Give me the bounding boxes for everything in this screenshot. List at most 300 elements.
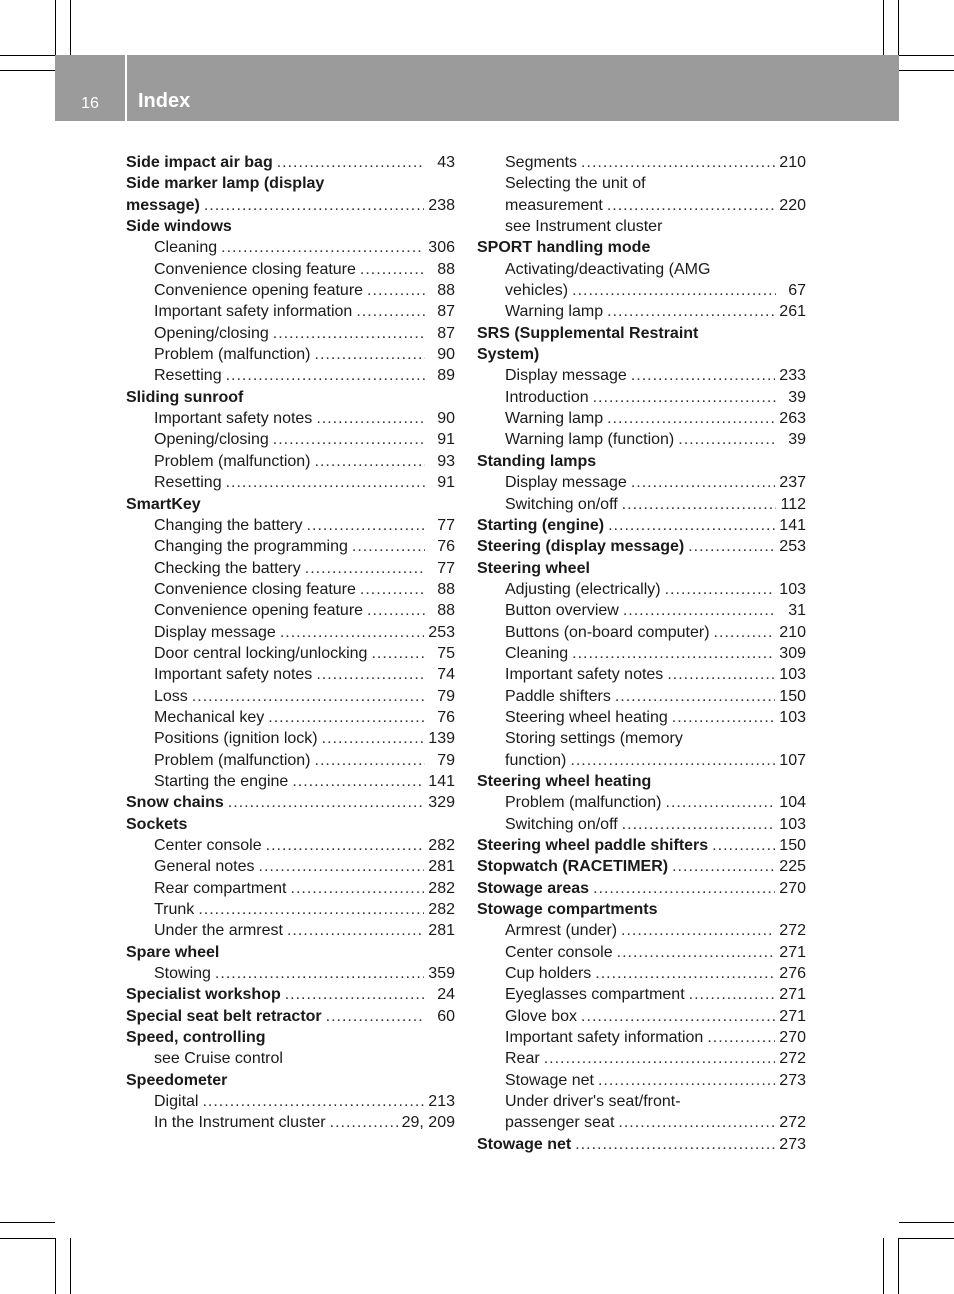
entry-text: see Cruise control	[154, 1050, 283, 1068]
entry-text: Cleaning	[154, 239, 218, 257]
dot-leader	[615, 686, 775, 707]
entry-page: 238	[428, 196, 455, 214]
dot-leader	[291, 878, 425, 899]
index-entry	[477, 515, 806, 536]
entry-text: Convenience opening feature	[154, 602, 364, 620]
entry-text: SPORT handling mode	[477, 239, 651, 257]
index-subentry	[477, 728, 806, 749]
index-subentry	[477, 686, 806, 707]
dot-leader	[666, 792, 776, 813]
entry-page: 281	[428, 922, 455, 940]
entry-text: Positions (ignition lock)	[154, 730, 318, 748]
entry-text: measurement	[505, 196, 603, 214]
entry-page: 263	[779, 410, 806, 428]
index-subentry	[126, 323, 455, 344]
page-number: 16	[81, 95, 99, 112]
entry-page: 253	[779, 538, 806, 556]
entry-page: 281	[428, 858, 455, 876]
dot-leader	[622, 814, 776, 835]
entry-page: 74	[437, 666, 455, 684]
entry-text: Spare wheel	[126, 943, 220, 961]
entry-text: Steering wheel heating	[477, 772, 652, 790]
index-subentry	[477, 814, 806, 835]
dot-leader	[665, 579, 776, 600]
entry-text: Problem (malfunction)	[154, 452, 311, 470]
entry-text: Steering wheel	[477, 559, 590, 577]
index-subentry	[477, 1091, 806, 1112]
index-subentry	[126, 301, 455, 322]
entry-page: 91	[437, 474, 455, 492]
entry-page: 329	[428, 794, 455, 812]
index-subentry	[126, 600, 455, 621]
entry-text: Problem (malfunction)	[154, 751, 311, 769]
dot-leader	[277, 152, 425, 173]
dot-leader	[581, 1006, 775, 1027]
dot-leader	[621, 920, 775, 941]
index-subentry	[477, 942, 806, 963]
dot-leader	[215, 963, 424, 984]
index-subentry	[126, 280, 455, 301]
crop-mark	[883, 1238, 884, 1294]
entry-text: see Instrument cluster	[505, 218, 663, 236]
entry-text: Stowage areas	[477, 879, 590, 897]
entry-page: 253	[428, 623, 455, 641]
dot-leader	[285, 984, 425, 1005]
entry-text: Steering wheel heating	[505, 708, 668, 726]
dot-leader	[315, 451, 426, 472]
entry-text: Warning lamp	[505, 303, 604, 321]
index-subentry	[477, 387, 806, 408]
index-subentry	[126, 856, 455, 877]
dot-leader	[688, 536, 775, 557]
dot-leader	[330, 1112, 398, 1133]
dot-leader	[622, 494, 776, 515]
entry-page: 75	[437, 644, 455, 662]
dot-leader	[367, 280, 425, 301]
entry-page: 76	[437, 708, 455, 726]
entry-page: 141	[779, 516, 806, 534]
index-subentry	[477, 280, 806, 301]
entry-text: Switching on/off	[505, 815, 618, 833]
entry-page: 24	[437, 986, 455, 1004]
index-entry	[477, 835, 806, 856]
dot-leader	[204, 195, 424, 216]
entry-page: 271	[779, 943, 806, 961]
entry-page: 104	[779, 794, 806, 812]
index-entry	[477, 771, 806, 792]
entry-text: Specialist workshop	[126, 986, 281, 1004]
crop-mark	[899, 1222, 954, 1223]
entry-page: 270	[779, 879, 806, 897]
entry-text: Important safety information	[154, 303, 353, 321]
index-subentry	[477, 408, 806, 429]
entry-text: Side windows	[126, 218, 232, 236]
entry-page: 272	[779, 922, 806, 940]
entry-text: Button overview	[505, 602, 619, 620]
index-subentry	[126, 259, 455, 280]
entry-text: Warning lamp (function)	[505, 431, 675, 449]
entry-page: 112	[780, 495, 806, 513]
entry-text: function)	[505, 751, 567, 769]
entry-page: 359	[428, 965, 455, 983]
crop-mark	[0, 55, 55, 56]
entry-text: Steering (display message)	[477, 538, 685, 556]
entry-text: Display message	[505, 474, 627, 492]
entry-text: Display message	[505, 367, 627, 385]
entry-text: SmartKey	[126, 495, 201, 513]
entry-text: Eyeglasses compartment	[505, 986, 685, 1004]
index-subentry	[477, 1070, 806, 1091]
dot-leader	[607, 195, 775, 216]
entry-text: passenger seat	[505, 1114, 615, 1132]
entry-page: 139	[428, 730, 455, 748]
entry-text: Stowage net	[505, 1071, 594, 1089]
index-subentry	[126, 515, 455, 536]
entry-text: Door central locking/unlocking	[154, 644, 368, 662]
index-entry	[477, 237, 806, 258]
entry-page: 282	[428, 879, 455, 897]
index-subentry	[477, 622, 806, 643]
index-subentry	[477, 920, 806, 941]
entry-page: 282	[428, 901, 455, 919]
entry-page: 88	[437, 580, 455, 598]
index-subentry	[126, 1112, 455, 1133]
index-subentry	[477, 494, 806, 515]
entry-text: Trunk	[154, 901, 195, 919]
index-subentry	[126, 365, 455, 386]
entry-page: 276	[779, 965, 806, 983]
entry-text: Convenience opening feature	[154, 282, 364, 300]
crop-mark	[55, 1238, 56, 1294]
entry-text: Checking the battery	[154, 559, 301, 577]
dot-leader	[280, 622, 424, 643]
index-entry	[126, 173, 455, 194]
index-entry	[477, 323, 806, 344]
entry-page: 89	[437, 367, 455, 385]
entry-page: 233	[779, 367, 806, 385]
crop-mark	[899, 70, 954, 71]
dot-leader	[316, 664, 425, 685]
index-subentry	[126, 1091, 455, 1112]
crop-mark	[70, 0, 71, 55]
entry-page: 90	[437, 346, 455, 364]
index-subentry	[126, 237, 455, 258]
index-subentry	[477, 600, 806, 621]
dot-leader	[689, 984, 776, 1005]
dot-leader	[259, 856, 425, 877]
entry-text: System)	[477, 346, 540, 364]
entry-text: Under the armrest	[154, 922, 283, 940]
index-subentry	[477, 259, 806, 280]
entry-page: 107	[779, 751, 806, 769]
entry-text: Center console	[505, 943, 613, 961]
dot-leader	[292, 771, 424, 792]
dot-leader	[631, 472, 775, 493]
entry-text: Important safety notes	[154, 410, 313, 428]
dot-leader	[228, 792, 425, 813]
entry-page: 88	[437, 260, 455, 278]
entry-text: Convenience closing feature	[154, 260, 356, 278]
crop-mark	[899, 1238, 954, 1239]
index-subentry	[126, 963, 455, 984]
index-subentry	[126, 429, 455, 450]
crop-mark	[899, 55, 954, 56]
entry-text: Glove box	[505, 1007, 578, 1025]
index-subentry	[126, 536, 455, 557]
dot-leader	[544, 1048, 776, 1069]
crop-mark	[70, 1238, 71, 1294]
dot-leader	[617, 942, 776, 963]
entry-page: 306	[428, 239, 455, 257]
index-subentry	[126, 1048, 455, 1069]
dot-leader	[712, 835, 775, 856]
entry-text: Important safety information	[505, 1029, 704, 1047]
entry-text: Changing the programming	[154, 538, 348, 556]
index-subentry	[126, 728, 455, 749]
entry-page: 270	[779, 1029, 806, 1047]
entry-page: 88	[437, 602, 455, 620]
dot-leader	[607, 301, 775, 322]
entry-page: 150	[779, 837, 806, 854]
entry-text: Important safety notes	[154, 666, 313, 684]
entry-page: 210	[779, 623, 806, 641]
entry-text: Rear compartment	[154, 879, 287, 897]
index-subentry	[477, 1112, 806, 1133]
index-subentry	[126, 472, 455, 493]
entry-page: 103	[779, 708, 806, 726]
entry-page: 31	[788, 602, 806, 620]
dot-leader	[273, 429, 425, 450]
entry-text: Cup holders	[505, 965, 592, 983]
dot-leader	[273, 323, 425, 344]
dot-leader	[315, 750, 426, 771]
entry-page: 90	[437, 410, 455, 428]
dot-leader	[595, 963, 775, 984]
dot-leader	[678, 429, 776, 450]
entry-page: 77	[437, 516, 455, 534]
dot-leader	[367, 600, 425, 621]
index-subentry	[477, 963, 806, 984]
dot-leader	[593, 878, 775, 899]
entry-text: Selecting the unit of	[505, 175, 646, 193]
crop-mark	[883, 0, 884, 55]
entry-text: Starting (engine)	[477, 516, 605, 534]
entry-page: 67	[788, 282, 806, 300]
dot-leader	[608, 515, 775, 536]
entry-text: Stowage compartments	[477, 901, 658, 919]
index-entry	[126, 984, 455, 1005]
entry-text: Activating/deactivating (AMG	[505, 260, 711, 278]
index-subentry	[477, 792, 806, 813]
index-subentry	[126, 579, 455, 600]
index-subentry	[477, 429, 806, 450]
entry-page: 87	[437, 324, 455, 342]
crop-mark	[0, 70, 55, 71]
index-subentry	[126, 643, 455, 664]
entry-text: Switching on/off	[505, 495, 618, 513]
index-entry	[126, 1027, 455, 1048]
index-subentry	[126, 920, 455, 941]
entry-text: Cleaning	[505, 644, 569, 662]
dot-leader	[221, 237, 424, 258]
index-entry	[477, 1134, 806, 1155]
entry-text: Changing the battery	[154, 516, 303, 534]
entry-text: Resetting	[154, 474, 222, 492]
entry-text: Display message	[154, 623, 276, 641]
dot-leader	[226, 472, 425, 493]
entry-text: Digital	[154, 1093, 199, 1111]
entry-text: Armrest (under)	[505, 922, 618, 940]
entry-text: Loss	[154, 687, 188, 705]
entry-text: Stowing	[154, 965, 211, 983]
dot-leader	[326, 1006, 425, 1027]
entry-text: Paddle shifters	[505, 687, 611, 705]
index-subentry	[477, 365, 806, 386]
dot-leader	[618, 1112, 775, 1133]
entry-page: 141	[428, 772, 455, 790]
entry-page: 150	[779, 687, 806, 705]
index-entry	[126, 195, 455, 216]
entry-text: Opening/closing	[154, 431, 269, 449]
entry-text: Standing lamps	[477, 452, 597, 470]
dot-leader	[192, 686, 425, 707]
entry-page: 273	[779, 1135, 806, 1153]
index-subentry	[126, 408, 455, 429]
entry-text: Convenience closing feature	[154, 580, 356, 598]
index-subentry	[477, 984, 806, 1005]
index-entry	[477, 344, 806, 365]
entry-page: 271	[779, 1007, 806, 1025]
entry-text: Problem (malfunction)	[154, 346, 311, 364]
crop-mark	[55, 0, 56, 55]
entry-page: 237	[779, 474, 806, 492]
index-subentry	[477, 707, 806, 728]
index-subentry	[126, 451, 455, 472]
dot-leader	[360, 259, 425, 280]
index-entry	[126, 216, 455, 237]
dot-leader	[598, 1070, 775, 1091]
index-subentry	[477, 173, 806, 194]
entry-text: Resetting	[154, 367, 222, 385]
entry-text: Special seat belt retractor	[126, 1007, 322, 1025]
crop-mark	[0, 1222, 55, 1223]
entry-page: 39	[788, 388, 806, 406]
entry-page: 220	[779, 196, 806, 214]
entry-text: Problem (malfunction)	[505, 794, 662, 812]
entry-page: 103	[779, 580, 806, 598]
index-subentry	[126, 750, 455, 771]
dot-leader	[360, 579, 425, 600]
entry-page: 79	[437, 687, 455, 705]
entry-text: Snow chains	[126, 794, 224, 812]
dot-leader	[714, 622, 776, 643]
entry-page: 91	[437, 431, 455, 449]
dot-leader	[287, 920, 424, 941]
entry-page: 261	[779, 303, 806, 321]
crop-mark	[898, 0, 899, 55]
dot-leader	[371, 643, 425, 664]
entry-text: Speedometer	[126, 1071, 228, 1089]
index-subentry	[477, 152, 806, 173]
dot-leader	[631, 365, 775, 386]
entry-page: 39	[788, 431, 806, 449]
dot-leader	[268, 707, 425, 728]
entry-page: 93	[437, 452, 455, 470]
entry-page: 103	[779, 815, 806, 833]
index-subentry	[126, 878, 455, 899]
entry-text: Introduction	[505, 388, 589, 406]
index-subentry	[477, 195, 806, 216]
dot-leader	[593, 387, 776, 408]
header-divider	[125, 55, 127, 121]
index-entry	[126, 792, 455, 813]
entry-page: 79	[437, 751, 455, 769]
entry-text: Storing settings (memory	[505, 730, 683, 748]
index-subentry	[126, 771, 455, 792]
index-subentry	[126, 622, 455, 643]
index-entry	[477, 536, 806, 557]
dot-leader	[226, 365, 425, 386]
index-subentry	[126, 707, 455, 728]
entry-page: 225	[779, 858, 806, 876]
index-subentry	[126, 558, 455, 579]
index-subentry	[126, 686, 455, 707]
dot-leader	[672, 856, 775, 877]
entry-page: 87	[437, 303, 455, 321]
entry-text: Sockets	[126, 815, 188, 833]
index-entry	[477, 899, 806, 920]
index-entry	[477, 558, 806, 579]
entry-page: 60	[437, 1007, 455, 1025]
entry-text: Steering wheel paddle shifters	[477, 837, 709, 854]
dot-leader	[352, 536, 425, 557]
entry-text: Side marker lamp (display	[126, 175, 325, 193]
entry-text: Starting the engine	[154, 772, 289, 790]
index-entry	[126, 1006, 455, 1027]
entry-text: Side impact air bag	[126, 154, 273, 171]
entry-page: 43	[437, 154, 455, 171]
index-entry	[126, 152, 455, 173]
index-subentry	[126, 344, 455, 365]
entry-text: Opening/closing	[154, 324, 269, 342]
index-entry	[126, 814, 455, 835]
dot-leader	[623, 600, 776, 621]
index-subentry	[477, 1048, 806, 1069]
index-entry	[477, 451, 806, 472]
dot-leader	[266, 835, 425, 856]
entry-text: Center console	[154, 837, 262, 854]
dot-leader	[316, 408, 425, 429]
index-subentry	[477, 664, 806, 685]
entry-text: Mechanical key	[154, 708, 265, 726]
entry-page: 76	[437, 538, 455, 556]
entry-text: Warning lamp	[505, 410, 604, 428]
entry-text: Segments	[505, 154, 578, 171]
index-subentry	[477, 1027, 806, 1048]
index-entry	[126, 494, 455, 515]
dot-leader	[707, 1027, 775, 1048]
dot-leader	[581, 152, 775, 173]
index-subentry	[477, 750, 806, 771]
entry-text: message)	[126, 196, 200, 214]
entry-text: Rear	[505, 1050, 540, 1068]
entry-text: Important safety notes	[505, 666, 664, 684]
index-subentry	[477, 472, 806, 493]
entry-text: Speed, controlling	[126, 1029, 266, 1047]
dot-leader	[575, 1134, 775, 1155]
entry-text: Adjusting (electrically)	[505, 580, 661, 598]
index-subentry	[477, 301, 806, 322]
